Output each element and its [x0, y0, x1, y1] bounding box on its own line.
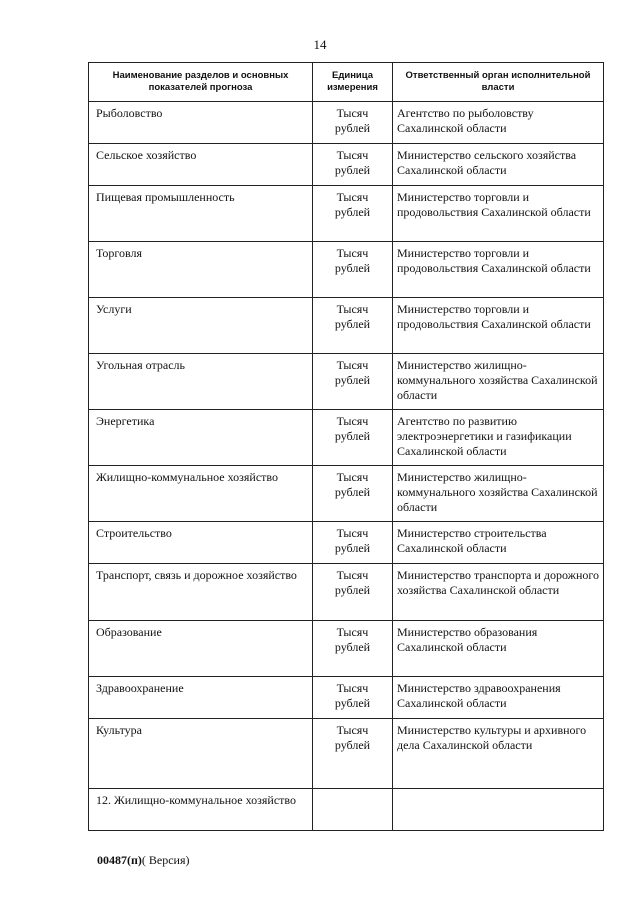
table-row — [89, 564, 604, 621]
row-org: Агентство по развитию электроэнергетики и газификации Сахалинской области — [393, 410, 604, 466]
row-org: Министерство культуры и архивного дела Сахалинской области — [393, 719, 604, 789]
row-unit — [313, 564, 393, 621]
row-org: Министерство жилищно-коммунального хозяйства Сахалинской области — [393, 466, 604, 522]
row-name: Пищевая промышленность — [89, 186, 313, 242]
unit-line-2: рублей — [334, 738, 371, 752]
row-org: Министерство образования Сахалинской области — [393, 621, 604, 677]
unit-line-1: Тысяч — [336, 470, 369, 484]
row-org: Министерство строительства Сахалинской области — [393, 522, 604, 564]
row-org: Министерство жилищно-коммунального хозяйства Сахалинской области — [393, 354, 604, 410]
unit-line-1: Тысяч — [336, 302, 369, 316]
unit-line-1: Тысяч — [336, 625, 369, 639]
row-org: Министерство здравоохранения Сахалинской области — [393, 677, 604, 719]
row-unit — [313, 789, 393, 831]
unit-line-1: Тысяч — [336, 681, 369, 695]
table-row — [89, 102, 604, 144]
row-name: Здравоохранение — [89, 677, 313, 719]
row-name: Сельское хозяйство — [89, 144, 313, 186]
table-row — [89, 410, 604, 466]
unit-line-2: рублей — [334, 541, 371, 555]
unit-line-2: рублей — [334, 696, 371, 710]
row-unit — [313, 144, 393, 186]
unit-line-2: рублей — [334, 583, 371, 597]
table-row — [89, 354, 604, 410]
unit-line-2: рублей — [334, 121, 371, 135]
row-name: Образование — [89, 621, 313, 677]
table-header — [89, 63, 604, 102]
unit-line-2: рублей — [334, 373, 371, 387]
unit-line-1: Тысяч — [336, 568, 369, 582]
row-name: Торговля — [89, 242, 313, 298]
unit-line-2: рублей — [334, 163, 371, 177]
row-name: Строительство — [89, 522, 313, 564]
row-unit — [313, 522, 393, 564]
row-org: Министерство торговли и продовольствия Сахалинской области — [393, 186, 604, 242]
unit-line-1: Тысяч — [336, 414, 369, 428]
unit-line-1: Тысяч — [336, 246, 369, 260]
row-name: Культура — [89, 719, 313, 789]
table-row — [89, 144, 604, 186]
header-org: Ответственный орган исполнительной власти — [393, 63, 604, 102]
row-unit — [313, 466, 393, 522]
unit-line-2: рублей — [334, 485, 371, 499]
row-name: Услуги — [89, 298, 313, 354]
unit-line-1: Тысяч — [336, 190, 369, 204]
table-row — [89, 186, 604, 242]
row-unit — [313, 621, 393, 677]
row-unit — [313, 354, 393, 410]
document-code — [97, 853, 190, 868]
unit-line-2: рублей — [334, 429, 371, 443]
row-name: Транспорт, связь и дорожное хозяйство — [89, 564, 313, 621]
row-org: Министерство транспорта и дорожного хозяйства Сахалинской области — [393, 564, 604, 621]
unit-line-2: рублей — [334, 640, 371, 654]
table-row — [89, 789, 604, 831]
row-name: 12. Жилищно-коммунальное хозяйство — [89, 789, 313, 831]
row-org: Агентство по рыболовству Сахалинской области — [393, 102, 604, 144]
row-org: Министерство торговли и продовольствия Сахалинской области — [393, 242, 604, 298]
unit-line-1: Тысяч — [336, 358, 369, 372]
table-row — [89, 621, 604, 677]
table-row — [89, 719, 604, 789]
row-name: Энергетика — [89, 410, 313, 466]
document-code-version: ( Версия) — [141, 853, 190, 867]
forecast-table — [88, 62, 604, 831]
page-number: 14 — [313, 37, 327, 52]
unit-line-1: Тысяч — [336, 723, 369, 737]
table-row — [89, 522, 604, 564]
row-name: Жилищно-коммунальное хозяйство — [89, 466, 313, 522]
unit-line-2: рублей — [334, 317, 371, 331]
document-code-number: 00487(п) — [97, 853, 142, 867]
row-org — [393, 789, 604, 831]
table-row — [89, 466, 604, 522]
row-unit — [313, 242, 393, 298]
row-org: Министерство сельского хозяйства Сахалинской области — [393, 144, 604, 186]
row-unit — [313, 102, 393, 144]
row-name: Угольная отрасль — [89, 354, 313, 410]
table-row — [89, 677, 604, 719]
unit-line-1: Тысяч — [336, 148, 369, 162]
unit-line-1: Тысяч — [336, 106, 369, 120]
unit-line-1: Тысяч — [336, 526, 369, 540]
header-row — [89, 63, 604, 102]
unit-line-2: рублей — [334, 261, 371, 275]
row-unit — [313, 677, 393, 719]
row-unit — [313, 410, 393, 466]
row-unit — [313, 298, 393, 354]
row-unit — [313, 186, 393, 242]
row-org: Министерство торговли и продовольствия Сахалинской области — [393, 298, 604, 354]
table-row — [89, 298, 604, 354]
table-row — [89, 242, 604, 298]
header-name: Наименование разделов и основных показателей прогноза — [89, 63, 313, 102]
row-unit — [313, 719, 393, 789]
row-name: Рыболовство — [89, 102, 313, 144]
header-unit: Единица измерения — [313, 63, 393, 102]
unit-line-2: рублей — [334, 205, 371, 219]
